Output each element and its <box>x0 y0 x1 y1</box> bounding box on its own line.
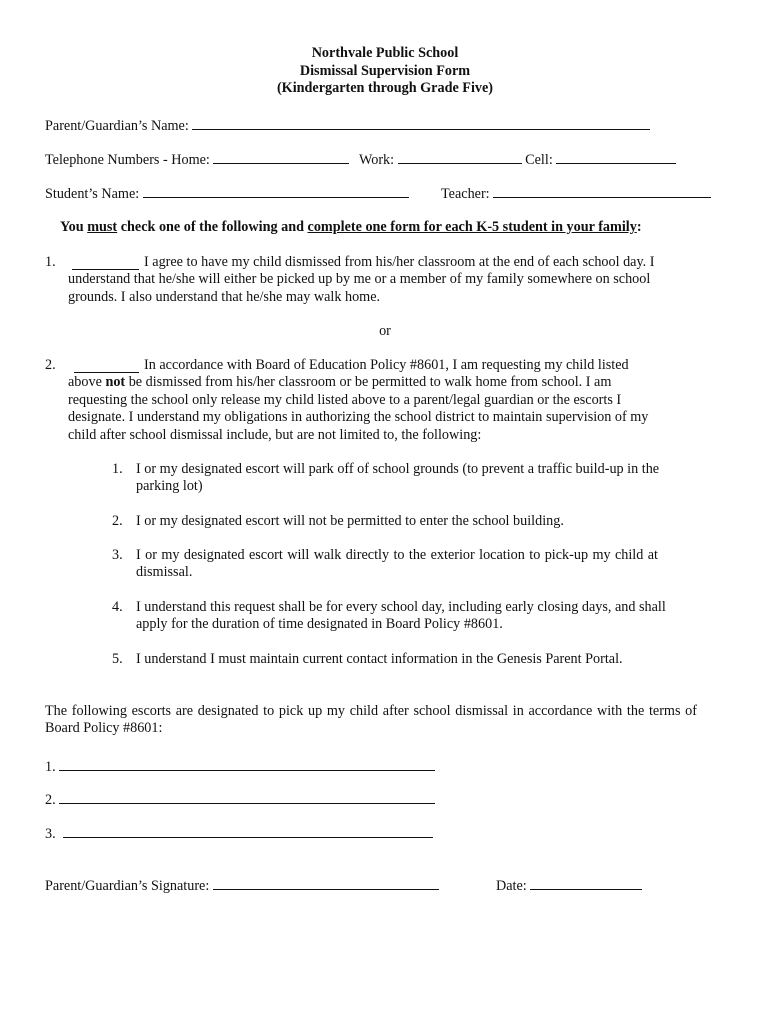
instruction-complete: complete one form for each K-5 student in your family <box>307 219 637 235</box>
option-2-number: 2. <box>45 357 56 373</box>
option-2-line-5: child after school dismissal include, but are not limited to, the following: <box>68 427 482 443</box>
escort-3-field[interactable] <box>63 824 433 838</box>
phone-work-label: Work: <box>358 152 395 168</box>
parent-name-label: Parent/Guardian’s Name: <box>45 118 189 134</box>
option-2-not: not <box>105 374 126 390</box>
instruction-mid: check one of the following and <box>117 219 308 235</box>
option-2-line-2 <box>68 374 611 391</box>
teacher-label: Teacher: <box>441 186 490 202</box>
escort-1-num: 1. <box>45 759 56 775</box>
instruction-must: must <box>87 219 118 235</box>
phone-home-label: Telephone Numbers - Home: <box>45 152 210 168</box>
instruction-end: : <box>636 219 642 235</box>
option-1-checkbox-line[interactable] <box>72 256 139 270</box>
phone-cell-label: Cell: <box>525 152 553 168</box>
option-2-line-3: requesting the school only release my child listed above to a parent/legal guardian or the escorts I <box>68 392 622 408</box>
escort-2-num: 2. <box>45 792 56 808</box>
phone-row <box>45 150 676 169</box>
grade-range: (Kindergarten through Grade Five) <box>276 80 494 96</box>
student-name-label: Student’s Name: <box>45 186 140 202</box>
option-2-line-1: In accordance with Board of Education Policy #8601, I am requesting my child listed <box>144 357 629 373</box>
phone-cell-field[interactable] <box>556 150 676 164</box>
obligation-4-num: 4. <box>112 599 123 615</box>
obligation-3-num: 3. <box>112 547 123 563</box>
obligation-5-text: I understand I must maintain current contact information in the Genesis Parent Portal. <box>136 651 623 667</box>
signature-label: Parent/Guardian’s Signature: <box>45 878 210 894</box>
option-2-checkbox-line[interactable] <box>74 359 139 373</box>
student-row <box>45 184 409 203</box>
signature-row <box>45 876 439 895</box>
parent-name-field[interactable] <box>192 116 650 130</box>
phone-home-field[interactable] <box>213 150 349 164</box>
instruction-text <box>60 219 642 236</box>
escort-3-num: 3. <box>45 826 56 842</box>
option-1-line-1: I agree to have my child dismissed from his/her classroom at the end of each school day. I <box>144 254 655 270</box>
option-1-number: 1. <box>45 254 56 270</box>
teacher-row <box>441 184 711 203</box>
or-separator: or <box>379 323 391 339</box>
date-row <box>496 876 642 895</box>
date-label: Date: <box>496 878 527 894</box>
teacher-field[interactable] <box>493 184 711 198</box>
student-name-field[interactable] <box>143 184 409 198</box>
escort-row-3 <box>45 824 433 843</box>
escorts-intro: The following escorts are designated to pick up my child after school dismissal in accordance with the terms of Board Policy #8601: <box>45 703 697 736</box>
form-title: Dismissal Supervision Form <box>299 63 471 79</box>
escort-row-2 <box>45 790 435 809</box>
escort-1-field[interactable] <box>59 757 435 771</box>
obligation-2-text: I or my designated escort will not be permitted to enter the school building. <box>136 513 564 529</box>
option-2-line-2b: be dismissed from his/her classroom or be permitted to walk home from school. I am <box>125 374 612 390</box>
option-1-line-3: grounds. I also understand that he/she may walk home. <box>68 289 381 305</box>
option-2-line-2a: above <box>68 374 106 390</box>
parent-name-row <box>45 116 650 135</box>
option-2-line-4: designate. I understand my obligations in authorizing the school district to maintain supervision of my <box>68 409 649 425</box>
obligation-2-num: 2. <box>112 513 123 529</box>
obligation-1-num: 1. <box>112 461 123 477</box>
date-field[interactable] <box>530 876 642 890</box>
obligation-4-text: I understand this request shall be for every school day, including early closing days, and shall apply for the duration of time designated in Board Policy #8601. <box>136 599 666 632</box>
signature-field[interactable] <box>213 876 439 890</box>
option-1-line-2: understand that he/she will either be picked up by me or a member of my family somewhere on school <box>68 271 651 287</box>
school-name: Northvale Public School <box>311 45 459 61</box>
obligation-1-text: I or my designated escort will park off of school grounds (to prevent a traffic build-up in the parking lot) <box>136 461 660 494</box>
obligation-3-text: I or my designated escort will walk directly to the exterior location to pick-up my child at dismissal. <box>136 547 658 580</box>
instruction-you: You <box>60 219 88 235</box>
escort-row-1 <box>45 757 435 776</box>
escort-2-field[interactable] <box>59 790 435 804</box>
phone-work-field[interactable] <box>398 150 522 164</box>
obligation-5-num: 5. <box>112 651 123 667</box>
